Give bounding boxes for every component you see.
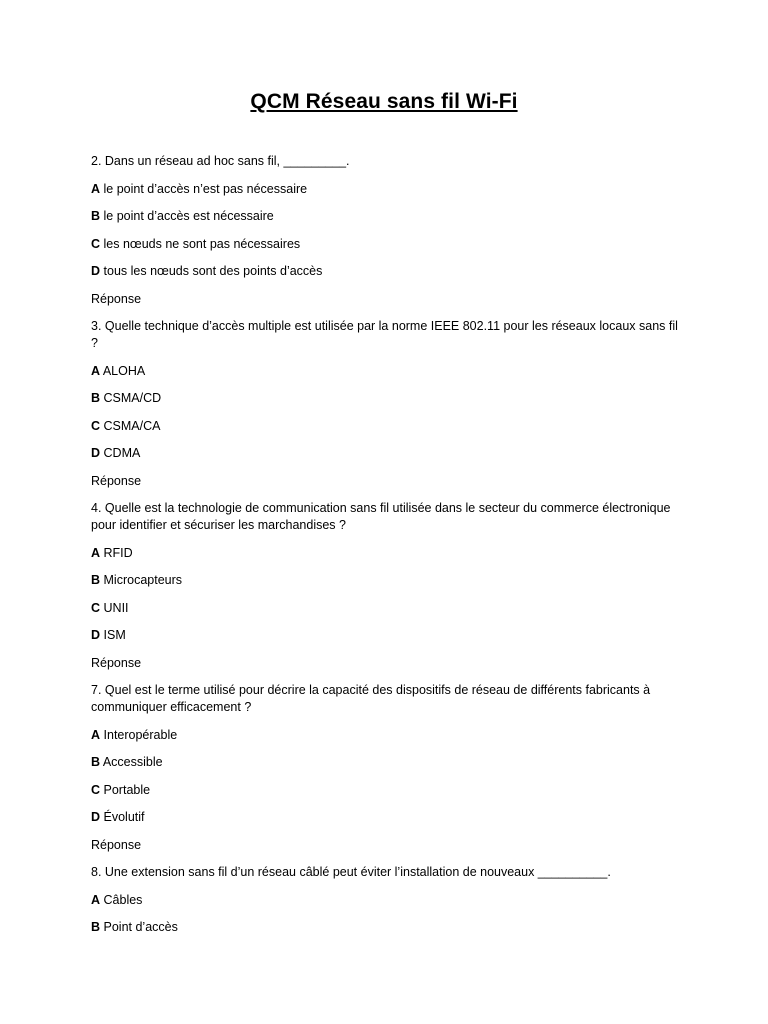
option-letter: A bbox=[91, 727, 101, 742]
option-letter: C bbox=[91, 782, 101, 797]
option-a bbox=[91, 181, 683, 198]
option-c bbox=[91, 782, 683, 799]
option-text: ISM bbox=[103, 628, 126, 642]
option-text: CDMA bbox=[103, 446, 141, 460]
option-b bbox=[91, 390, 683, 407]
option-c bbox=[91, 418, 683, 435]
answer-label: Réponse bbox=[91, 473, 142, 488]
option-letter: C bbox=[91, 600, 101, 615]
option-text: Interopérable bbox=[103, 727, 178, 742]
option-letter: A bbox=[91, 181, 101, 196]
option-b bbox=[91, 754, 683, 771]
option-letter: D bbox=[91, 264, 101, 278]
option-letter: C bbox=[91, 418, 101, 433]
option-b bbox=[91, 208, 683, 225]
option-text: Évolutif bbox=[103, 810, 145, 824]
option-text: ALOHA bbox=[102, 363, 146, 378]
option-text: CSMA/CD bbox=[103, 391, 162, 405]
option-text: Microcapteurs bbox=[103, 573, 183, 587]
document-title: QCM Réseau sans fil Wi-Fi bbox=[250, 90, 518, 113]
option-text: Accessible bbox=[102, 755, 163, 769]
option-text: RFID bbox=[103, 545, 133, 560]
option-letter: D bbox=[91, 446, 101, 460]
option-letter: B bbox=[91, 209, 101, 223]
option-a bbox=[91, 545, 683, 562]
option-c bbox=[91, 236, 683, 253]
option-text: le point d’accès n’est pas nécessaire bbox=[103, 181, 308, 196]
option-a bbox=[91, 727, 683, 744]
answer-label: Réponse bbox=[91, 655, 142, 670]
question-text: 3. Quelle technique d’accès multiple est utilisée par la norme IEEE 802.11 pour les réseaux locaux sans fil ? bbox=[91, 319, 678, 350]
option-letter: A bbox=[91, 892, 101, 907]
document-body bbox=[91, 153, 683, 947]
question-text: 2. Dans un réseau ad hoc sans fil, _________. bbox=[91, 154, 350, 168]
option-text: les nœuds ne sont pas nécessaires bbox=[103, 236, 301, 251]
option-text: UNII bbox=[103, 600, 129, 615]
option-text: Point d’accès bbox=[103, 920, 178, 934]
option-letter: B bbox=[91, 391, 101, 405]
option-text: tous les nœuds sont des points d’accès bbox=[103, 264, 323, 278]
answer-label: Réponse bbox=[91, 291, 142, 306]
question-text: 4. Quelle est la technologie de communication sans fil utilisée dans le secteur du commerce électronique pour identifier et sécuriser les marchandises ? bbox=[91, 501, 671, 532]
option-d bbox=[91, 445, 683, 462]
option-b bbox=[91, 572, 683, 589]
option-a bbox=[91, 892, 683, 909]
option-a bbox=[91, 363, 683, 380]
option-letter: A bbox=[91, 545, 101, 560]
option-d bbox=[91, 809, 683, 826]
option-d bbox=[91, 627, 683, 644]
option-letter: B bbox=[91, 755, 101, 769]
option-letter: B bbox=[91, 920, 101, 934]
option-letter: D bbox=[91, 810, 101, 824]
option-text: CSMA/CA bbox=[103, 418, 161, 433]
option-c bbox=[91, 600, 683, 617]
option-letter: A bbox=[91, 363, 101, 378]
option-text: Portable bbox=[103, 782, 151, 797]
option-letter: D bbox=[91, 628, 101, 642]
option-b bbox=[91, 919, 683, 936]
option-text: Câbles bbox=[103, 892, 143, 907]
answer-label: Réponse bbox=[91, 837, 142, 852]
option-text: le point d’accès est nécessaire bbox=[103, 209, 274, 223]
question-text: 7. Quel est le terme utilisé pour décrire la capacité des dispositifs de réseau de différents fabricants à communiquer efficacement ? bbox=[91, 683, 651, 714]
option-d bbox=[91, 263, 683, 280]
option-letter: C bbox=[91, 236, 101, 251]
question-text: 8. Une extension sans fil d’un réseau câblé peut éviter l’installation de nouveaux __________. bbox=[91, 865, 611, 879]
option-letter: B bbox=[91, 573, 101, 587]
